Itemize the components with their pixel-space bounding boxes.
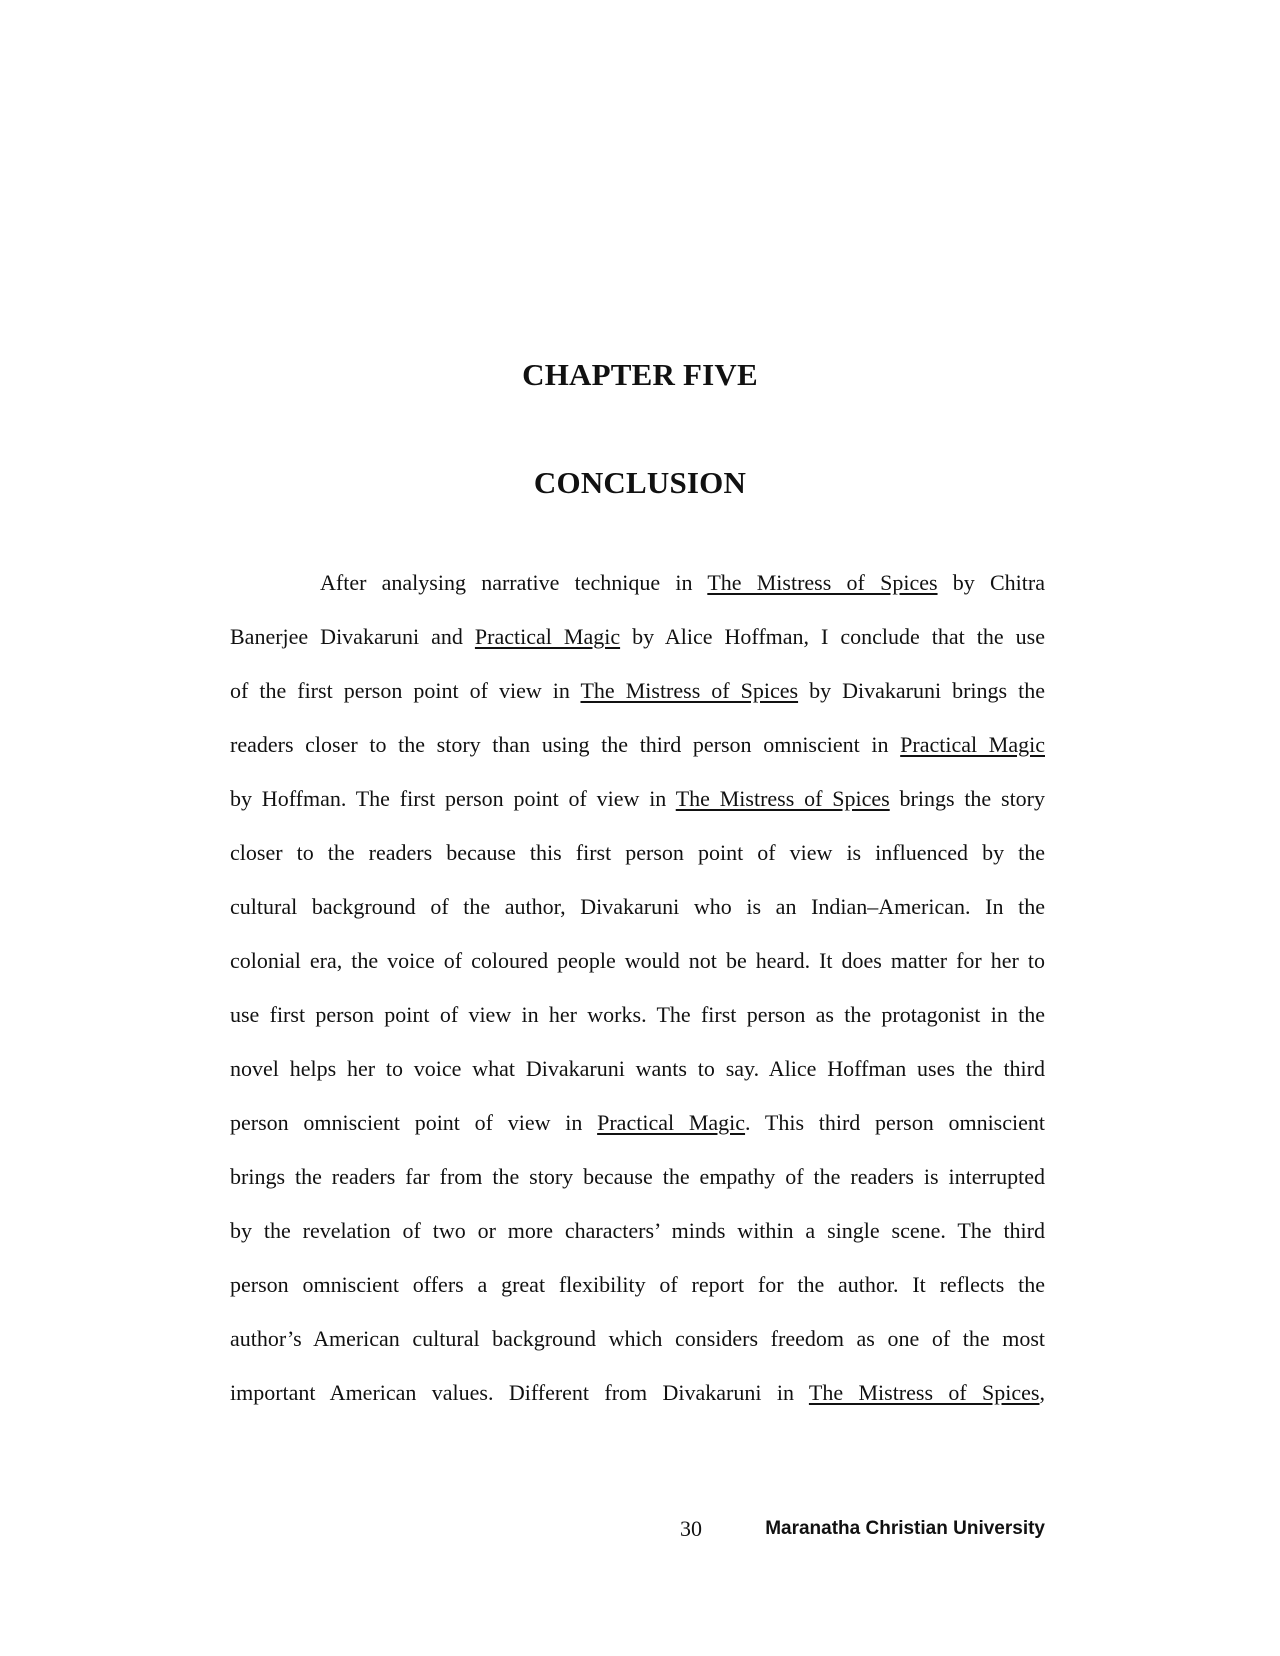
paragraph-line: by Hoffman. The first person point of view in The Mistress of Spices brings the story — [230, 786, 1046, 811]
paragraph-line: colonial era, the voice of coloured people would not be heard. It does matter for her to — [230, 948, 1045, 973]
paragraph-line: Banerjee Divakaruni and Practical Magic by Alice Hoffman, I conclude that the use — [230, 624, 1045, 649]
book-title: Practical Magic — [900, 732, 1045, 757]
chapter-heading: CHAPTER FIVE — [522, 357, 758, 392]
paragraph-line: person omniscient offers a great flexibility of report for the author. It reflects the — [230, 1272, 1045, 1297]
paragraph-line: readers closer to the story than using the third person omniscient in Practical Magic — [230, 732, 1045, 757]
book-title: The Mistress of Spices — [580, 678, 799, 703]
paragraph-line: person omniscient point of view in Practical Magic. This third person omniscient — [230, 1110, 1045, 1135]
paragraph-line: use first person point of view in her works. The first person as the protagonist in the — [230, 1002, 1045, 1027]
paragraph-line: closer to the readers because this first person point of view is influenced by the — [230, 840, 1045, 865]
paragraph-line: novel helps her to voice what Divakaruni wants to say. Alice Hoffman uses the third — [230, 1056, 1045, 1081]
paragraph-line: author’s American cultural background which considers freedom as one of the most — [230, 1326, 1045, 1351]
page-number: 30 — [680, 1516, 702, 1541]
university-footer: Maranatha Christian University — [765, 1518, 1045, 1539]
book-title: The Mistress of Spices — [808, 1380, 1040, 1405]
paragraph-line: by the revelation of two or more characters’ minds within a single scene. The third — [230, 1218, 1045, 1243]
book-title: The Mistress of Spices — [707, 570, 938, 595]
book-title: Practical Magic — [597, 1110, 746, 1135]
conclusion-heading: CONCLUSION — [533, 465, 747, 500]
paragraph-line: cultural background of the author, Divakaruni who is an Indian–American. In the — [230, 894, 1045, 919]
book-title: Practical Magic — [474, 624, 621, 649]
paragraph-line: of the first person point of view in The Mistress of Spices by Divakaruni brings the — [230, 678, 1045, 703]
paragraph-line: After analysing narrative technique in The Mistress of Spices by Chitra — [320, 570, 1046, 595]
paragraph-line: important American values. Different from Divakaruni in The Mistress of Spices, — [230, 1380, 1045, 1405]
paragraph-line: brings the readers far from the story because the empathy of the readers is interrupted — [230, 1164, 1045, 1189]
book-title: The Mistress of Spices — [675, 786, 890, 811]
